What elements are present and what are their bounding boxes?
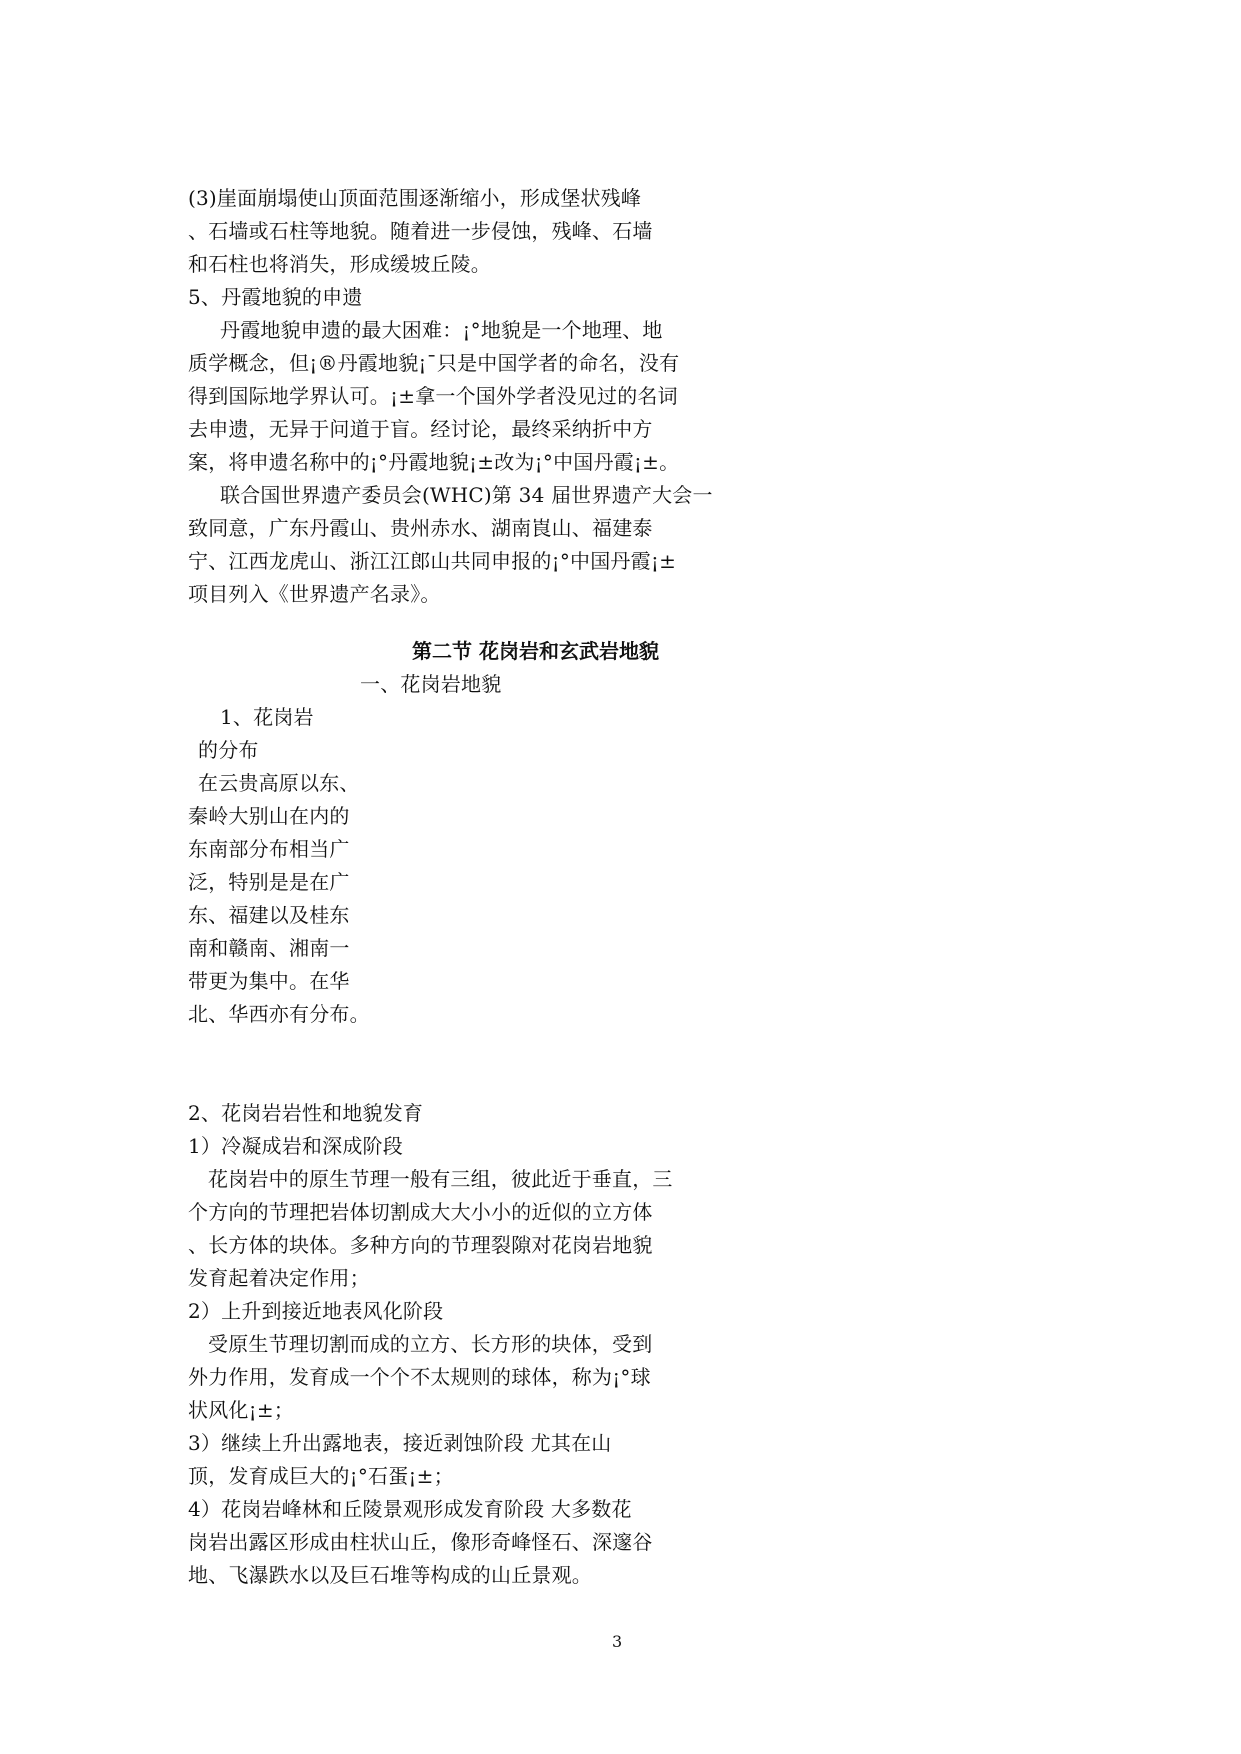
- text-line: 、石墙或石柱等地貌。随着进一步侵蚀，残峰、石墙: [188, 219, 653, 243]
- paragraph-first-line: 丹霞地貌申遗的最大困难：¡°地貌是一个地理、地: [220, 318, 663, 342]
- text-line: 和石柱也将消失，形成缓坡丘陵。: [188, 252, 491, 276]
- text-line: 顶，发育成巨大的¡°石蛋¡±；: [188, 1464, 454, 1488]
- text-line: 的分布: [198, 738, 259, 762]
- page-number: 3: [612, 1632, 623, 1651]
- text-line: 宁、江西龙虎山、浙江江郎山共同申报的¡°中国丹霞¡±: [188, 549, 677, 573]
- paragraph-first-line: 花岗岩中的原生节理一般有三组，彼此近于垂直，三: [208, 1167, 673, 1191]
- text-line: 案，将申遗名称中的¡°丹霞地貌¡±改为¡°中国丹霞¡±。: [188, 450, 680, 474]
- text-line: (3)崖面崩塌使山顶面范围逐渐缩小，形成堡状残峰: [188, 186, 642, 210]
- text-line: 外力作用，发育成一个个不太规则的球体，称为¡°球: [188, 1365, 651, 1389]
- section-title: 第二节 花岗岩和玄武岩地貌: [412, 639, 659, 663]
- text-line: 得到国际地学界认可。¡±拿一个国外学者没见过的名词: [188, 384, 678, 408]
- text-line: 致同意，广东丹霞山、贵州赤水、湖南崀山、福建泰: [188, 516, 653, 540]
- text-line: 东南部分布相当广: [188, 837, 350, 861]
- text-line: 、长方体的块体。多种方向的节理裂隙对花岗岩地貌: [188, 1233, 653, 1257]
- text-line: 质学概念，但¡®丹霞地貌¡¯只是中国学者的命名，没有: [188, 351, 680, 375]
- text-line: 带更为集中。在华: [188, 969, 350, 993]
- text-line: 泛，特别是是在广: [188, 870, 350, 894]
- text-line: 岗岩出露区形成由柱状山丘，像形奇峰怪石、深邃谷: [188, 1530, 653, 1554]
- text-line: 北、华西亦有分布。: [188, 1002, 370, 1026]
- text-line: 东、福建以及桂东: [188, 903, 350, 927]
- stage-heading: 4）花岗岩峰林和丘陵景观形成发育阶段 大多数花: [188, 1497, 632, 1521]
- subsection-heading: 5、丹霞地貌的申遗: [188, 285, 363, 309]
- paragraph-first-line: 联合国世界遗产委员会(WHC)第 34 届世界遗产大会一: [220, 483, 713, 507]
- text-line: 在云贵高原以东、: [198, 771, 360, 795]
- text-line: 南和赣南、湘南一: [188, 936, 350, 960]
- text-line: 发育起着决定作用；: [188, 1266, 370, 1290]
- stage-heading: 1）冷凝成岩和深成阶段: [188, 1134, 403, 1158]
- text-line: 地、飞瀑跌水以及巨石堆等构成的山丘景观。: [188, 1563, 592, 1587]
- paragraph-first-line: 受原生节理切割而成的立方、长方形的块体，受到: [208, 1332, 653, 1356]
- text-line: 个方向的节理把岩体切割成大大小小的近似的立方体: [188, 1200, 653, 1224]
- text-line: 去申遗，无异于问道于盲。经讨论，最终采纳折中方: [188, 417, 653, 441]
- text-line: 项目列入《世界遗产名录》。: [188, 582, 441, 606]
- stage-heading: 3）继续上升出露地表，接近剥蚀阶段 尤其在山: [188, 1431, 612, 1455]
- stage-heading: 2）上升到接近地表风化阶段: [188, 1299, 444, 1323]
- text-line: 秦岭大别山在内的: [188, 804, 350, 828]
- subsection-heading: 1、花岗岩: [220, 705, 314, 729]
- subsection-heading: 2、花岗岩岩性和地貌发育: [188, 1101, 424, 1125]
- text-line: 状风化¡±；: [188, 1398, 294, 1422]
- chapter-subheading: 一、花岗岩地貌: [360, 672, 502, 696]
